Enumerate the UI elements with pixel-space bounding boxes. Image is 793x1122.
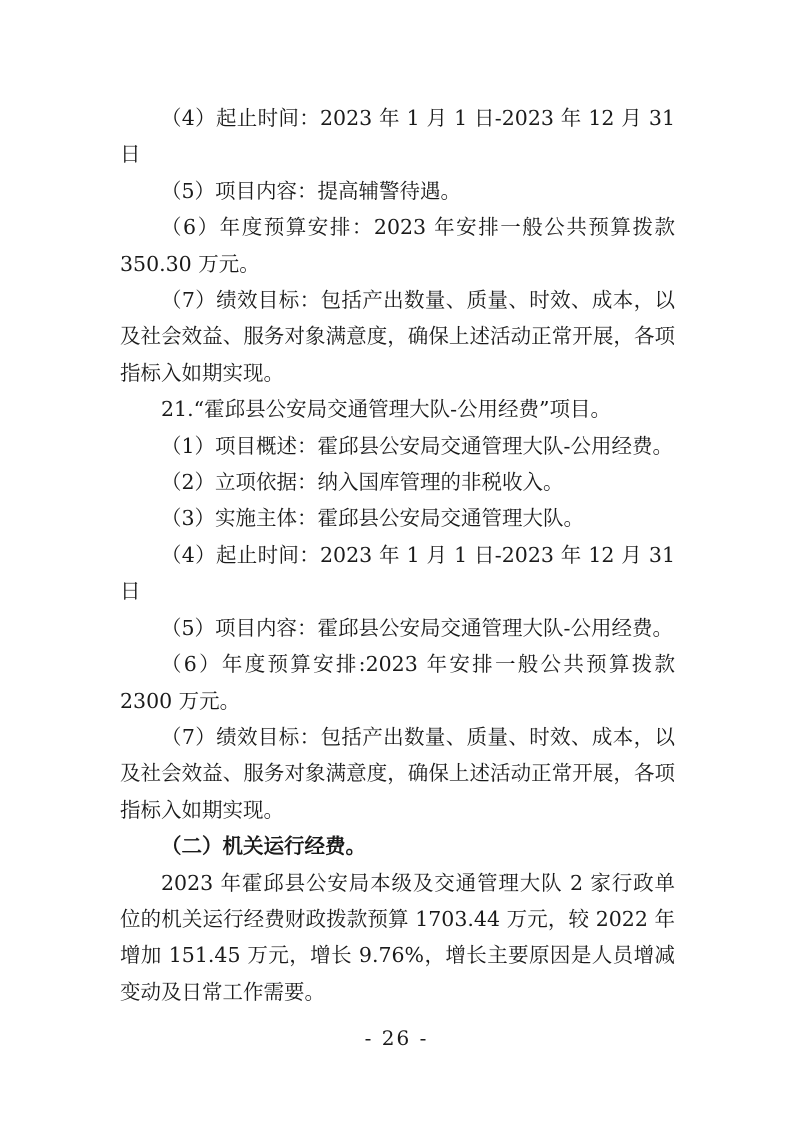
paragraph-start-end-time-2: （4）起止时间：2023 年 1 月 1 日-2023 年 12 月 31 日 [120, 542, 675, 604]
paragraph-project-21-title: 21.“霍邱县公安局交通管理大队-公用经费”项目。 [161, 397, 611, 422]
paragraph-project-overview: （1）项目概述：霍邱县公安局交通管理大队-公用经费。 [161, 433, 673, 458]
paragraph-performance-goal: （7）绩效目标：包括产出数量、质量、时效、成本，以及社会效益、服务对象满意度，确保上述活动正常开展，各项指标入如期实现。 [120, 288, 675, 385]
paragraph-annual-budget-2: （6）年度预算安排:2023 年安排一般公共预算拨款 2300 万元。 [120, 652, 675, 713]
document-body [120, 100, 675, 1010]
paragraph-performance-goal-2: （7）绩效目标：包括产出数量、质量、时效、成本，以及社会效益、服务对象满意度，确保上述活动正常开展，各项指标入如期实现。 [120, 724, 675, 822]
paragraph-project-basis: （2）立项依据：纳入国库管理的非税收入。 [161, 470, 564, 495]
paragraph-implementing-body: （3）实施主体：霍邱县公安局交通管理大队。 [161, 506, 585, 531]
page-number: - 26 - [364, 1026, 429, 1050]
paragraph-start-end-time: （4）起止时间：2023 年 1 月 1 日-2023 年 12 月 31 日 [120, 106, 675, 167]
paragraph-project-content: （5）项目内容：提高辅警待遇。 [161, 178, 462, 203]
section-heading-operating-expenses: （二）机关运行经费。 [161, 834, 366, 859]
paragraph-annual-budget: （6）年度预算安排：2023 年安排一般公共预算拨款 350.30 万元。 [120, 215, 675, 276]
paragraph-operating-expenses-summary: 2023 年霍邱县公安局本级及交通管理大队 2 家行政单位的机关运行经费财政拨款预算 1703.44 万元，较 2022 年增加 151.45 万元，增长 9.76%，增长主要原因是人员增减变动及日常工作需要。 [120, 870, 675, 1004]
paragraph-project-content-2: （5）项目内容：霍邱县公安局交通管理大队-公用经费。 [161, 615, 673, 640]
